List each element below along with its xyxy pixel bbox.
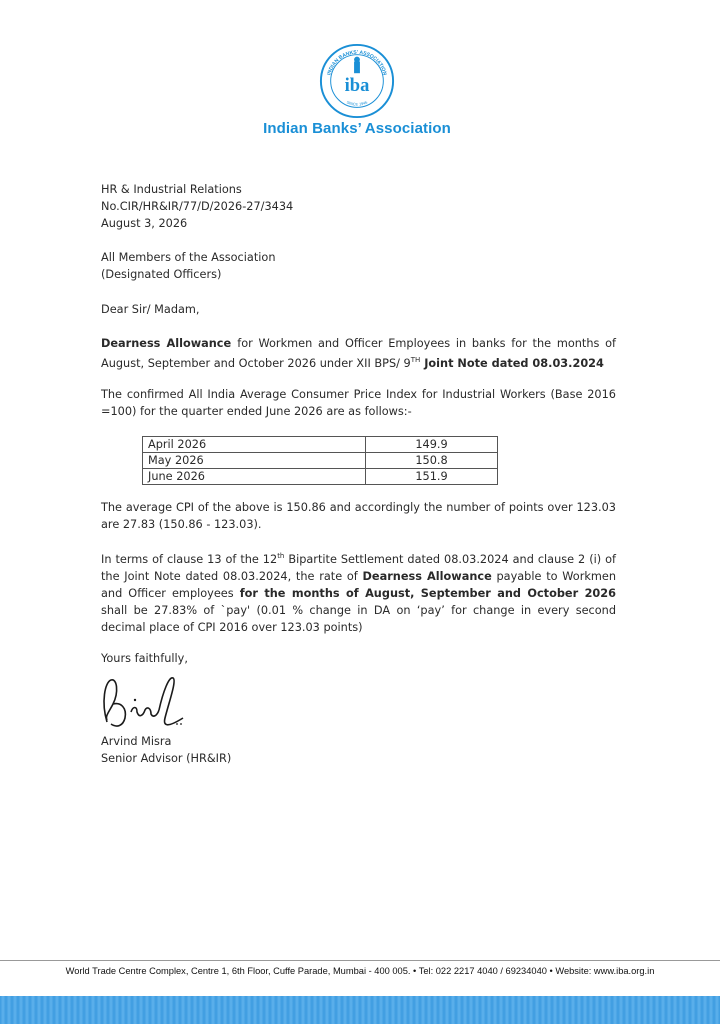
terms-sup: th: [277, 552, 285, 560]
signatory-name: Arvind Misra: [101, 735, 172, 748]
letter-date: August 3, 2026: [101, 217, 188, 230]
terms-b1: Dearness Allowance: [362, 569, 492, 583]
value-cell: 151.9: [366, 469, 498, 485]
month-cell: June 2026: [143, 469, 366, 485]
cpi-table: [142, 436, 498, 485]
closing: Yours faithfully,: [101, 652, 188, 665]
terms-p4: shall be 27.83% of `pay' (0.01 % change in DA on ‘pay’ for change in every second decimal place of CPI 2016 over 123.03 points): [101, 603, 616, 634]
salutation: Dear Sir/ Madam,: [101, 303, 200, 316]
terms-b2: for the months of August, September and October 2026: [239, 586, 617, 600]
subject: [101, 335, 616, 372]
org-name: Indian Banks’ Association: [263, 120, 451, 137]
subject-part2: for Workmen and Officer Employees in banks for the months of August, September and October 2026 under XII BPS/ 9: [101, 337, 616, 370]
terms-p3: payable to Workmen and Officer employees: [101, 569, 617, 600]
svg-text:SINCE 1946: [346, 100, 368, 107]
terms-paragraph: [101, 548, 616, 636]
footer-divider: [0, 960, 720, 961]
intro-paragraph: The confirmed All India Average Consumer Price Index for Industrial Workers (Base 2016 =100) for the quarter ended June 2026 are as follows:-: [101, 388, 616, 418]
month-cell: May 2026: [143, 453, 366, 469]
terms-p1: In terms of clause 13 of the 12: [101, 552, 278, 566]
value-cell: 150.8: [366, 453, 498, 469]
average-paragraph: The average CPI of the above is 150.86 and accordingly the number of points over 123.03 are 27.83 (150.86 - 123.03).: [101, 501, 616, 531]
table-row: [143, 437, 498, 453]
signatory-title: Senior Advisor (HR&IR): [101, 752, 232, 765]
terms-p2: Bipartite Settlement dated 08.03.2024 and clause 2 (i) of the Joint Note dated 08.03.2024, the rate of: [101, 552, 616, 583]
logo-text: iba: [344, 74, 370, 96]
table-row: [143, 453, 498, 469]
footer-address: World Trade Centre Complex, Centre 1, 6th Floor, Cuffe Parade, Mumbai - 400 005. • Tel: 022 2217 4040 / 69234040 • Website: www.iba.org.in: [65, 966, 655, 976]
logo-ring-text: INDIAN BANKS' ASSOCIATION: [326, 49, 388, 76]
ref-number: No.CIR/HR&IR/77/D/2026-27/3434: [101, 200, 294, 213]
dept-line: HR & Industrial Relations: [101, 183, 242, 196]
signature-image: [97, 672, 189, 736]
subject-sup: TH: [410, 356, 421, 364]
value-cell: 149.9: [366, 437, 498, 453]
subject-part3: Joint Note dated 08.03.2024: [420, 356, 604, 370]
table-row: [143, 469, 498, 485]
footer-color-bar: [0, 996, 720, 1024]
subject-part1: Dearness Allowance: [101, 337, 238, 350]
logo-since-text: SINCE 1946: [346, 99, 368, 107]
addressee-line2: (Designated Officers): [101, 268, 222, 281]
addressee-line1: All Members of the Association: [101, 251, 276, 264]
month-cell: April 2026: [143, 437, 366, 453]
iba-logo: [318, 42, 396, 120]
